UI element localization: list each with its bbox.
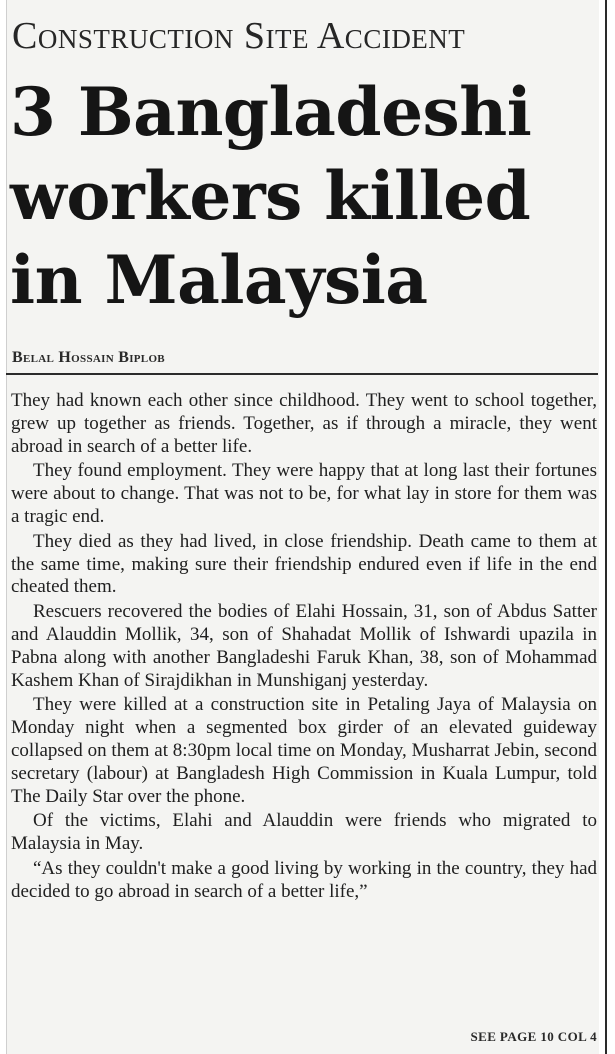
paragraph: They were killed at a construction site in Petaling Jaya of Malaysia on Monday night when a segmented box girder of an elevated guideway collapsed on them at 8:30pm local time on Monday, Musharrat Jebin, second secretary (labour) at Bangladesh High Commission in Kuala Lumpur, told The Daily Star over the phone. xyxy=(11,694,597,807)
headline xyxy=(10,70,610,322)
continuation-note: SEE PAGE 10 COL 4 xyxy=(470,1029,597,1044)
article-body xyxy=(11,390,597,906)
headline-line: 3 Bangladeshi xyxy=(10,73,532,151)
paragraph: They had known each other since childhood. They went to school together, grew up together as friends. Together, as if through a miracle, they went abroad in search of a better life. xyxy=(11,390,597,457)
headline-line: in Malaysia xyxy=(10,241,428,319)
paragraph: They found employment. They were happy that at long last their fortunes were about to change. That was not to be, for what lay in store for them was a tragic end. xyxy=(11,460,597,527)
byline-rule xyxy=(6,373,598,375)
paragraph: They died as they had lived, in close friendship. Death came to them at the same time, making sure their friendship endured even if life in the end cheated them. xyxy=(11,530,597,598)
byline: Belal Hossain Biplob xyxy=(12,349,165,366)
headline-line: workers killed xyxy=(10,157,531,235)
kicker-heading: Construction Site Accident xyxy=(12,15,466,57)
paragraph: Rescuers recovered the bodies of Elahi Hossain, 31, son of Abdus Satter and Alauddin Mollik, 34, son of Shahadat Mollik of Ishwardi upazila in Pabna along with another Bangladeshi Faruk Khan, 38, son of Mohammad Kashem Khan of Sirajdikhan in Munshiganj yesterday. xyxy=(11,601,597,691)
paragraph: “As they couldn't make a good living by working in the country, they had decided to go abroad in search of a better life,” xyxy=(11,857,597,902)
paragraph: Of the victims, Elahi and Alauddin were friends who migrated to Malaysia in May. xyxy=(11,810,597,855)
